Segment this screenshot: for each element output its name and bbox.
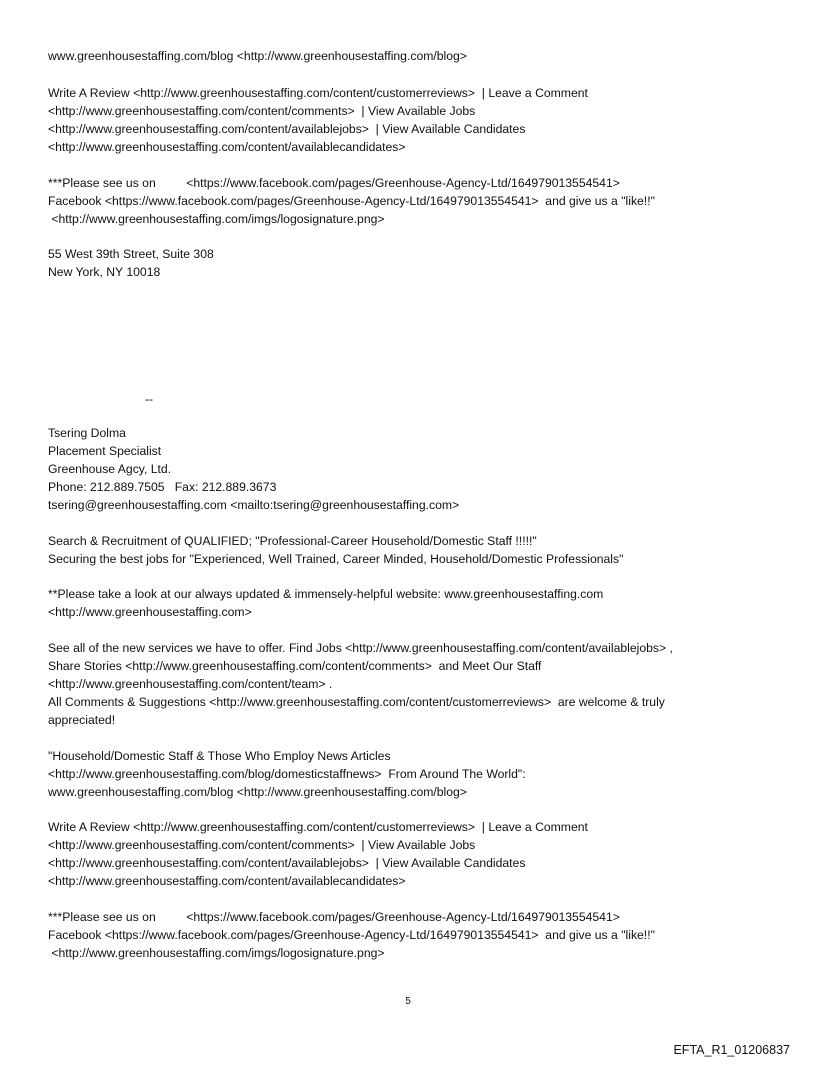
review-link-line[interactable]: <http://www.greenhousestaffing.com/content/comments> | View Available Jobs — [48, 838, 476, 852]
tagline-block — [48, 532, 798, 568]
facebook-block-bottom — [48, 908, 798, 962]
review-link-line[interactable]: Write A Review <http://www.greenhousestaffing.com/content/customerreviews> | Leave a Comment — [48, 820, 588, 834]
news-block — [48, 747, 798, 801]
address-city: New York, NY 10018 — [48, 265, 161, 279]
review-links-block-top — [48, 84, 798, 156]
signature-company: Greenhouse Agcy, Ltd. — [48, 462, 172, 476]
review-links-block-bottom — [48, 818, 798, 890]
signature-title: Placement Specialist — [48, 444, 162, 458]
blog-link-line — [48, 47, 798, 65]
review-link-line[interactable]: <http://www.greenhousestaffing.com/content/availablecandidates> — [48, 874, 406, 888]
services-line[interactable]: All Comments & Suggestions <http://www.greenhousestaffing.com/content/customerreviews> are welcome & truly — [48, 695, 665, 709]
review-link-line[interactable]: <http://www.greenhousestaffing.com/content/availablecandidates> — [48, 140, 406, 154]
tagline-line: Search & Recruitment of QUALIFIED; "Professional-Career Household/Domestic Staff !!!!!" — [48, 534, 537, 548]
review-link-line[interactable]: Write A Review <http://www.greenhousestaffing.com/content/customerreviews> | Leave a Comment — [48, 86, 588, 100]
news-blog-link[interactable]: www.greenhousestaffing.com/blog <http://www.greenhousestaffing.com/blog> — [48, 785, 467, 799]
tagline-line: Securing the best jobs for "Experienced, Well Trained, Career Minded, Household/Domestic Professionals" — [48, 552, 624, 566]
website-line[interactable]: **Please take a look at our always updated & immensely-helpful website: www.greenhousestaffing.com — [48, 587, 604, 601]
services-line: appreciated! — [48, 713, 116, 727]
facebook-line[interactable]: ***Please see us on <https://www.facebook.com/pages/Greenhouse-Agency-Ltd/164979013554541> — [48, 176, 620, 190]
services-line[interactable]: Share Stories <http://www.greenhousestaffing.com/content/comments> and Meet Our Staff — [48, 659, 542, 673]
services-line[interactable]: <http://www.greenhousestaffing.com/content/team> . — [48, 677, 333, 691]
signature-block — [48, 424, 798, 514]
facebook-line[interactable]: Facebook <https://www.facebook.com/pages/Greenhouse-Agency-Ltd/164979013554541> and give us a "like!!" — [48, 194, 655, 208]
address-street: 55 West 39th Street, Suite 308 — [48, 247, 214, 261]
signature-name: Tsering Dolma — [48, 426, 126, 440]
services-block — [48, 639, 798, 729]
review-link-line[interactable]: <http://www.greenhousestaffing.com/content/availablejobs> | View Available Candidates — [48, 122, 526, 136]
logo-signature-link[interactable]: <http://www.greenhousestaffing.com/imgs/logosignature.png> — [48, 212, 385, 226]
signature-separator: -- — [145, 392, 154, 406]
address-block — [48, 245, 798, 281]
facebook-line[interactable]: ***Please see us on <https://www.facebook.com/pages/Greenhouse-Agency-Ltd/164979013554541> — [48, 910, 620, 924]
news-line[interactable]: <http://www.greenhousestaffing.com/blog/domesticstaffnews> From Around The World": — [48, 767, 526, 781]
review-link-line[interactable]: <http://www.greenhousestaffing.com/content/comments> | View Available Jobs — [48, 104, 476, 118]
blog-link[interactable]: www.greenhousestaffing.com/blog <http://www.greenhousestaffing.com/blog> — [48, 49, 467, 63]
news-line: "Household/Domestic Staff & Those Who Employ News Articles — [48, 749, 391, 763]
facebook-block-top — [48, 174, 798, 228]
logo-signature-link[interactable]: <http://www.greenhousestaffing.com/imgs/logosignature.png> — [48, 946, 385, 960]
services-line[interactable]: See all of the new services we have to offer. Find Jobs <http://www.greenhousestaffing.com/content/availablejobs> , — [48, 641, 673, 655]
page-number: 5 — [405, 996, 411, 1007]
facebook-line[interactable]: Facebook <https://www.facebook.com/pages/Greenhouse-Agency-Ltd/164979013554541> and give us a "like!!" — [48, 928, 655, 942]
signature-phone-fax: Phone: 212.889.7505 Fax: 212.889.3673 — [48, 480, 277, 494]
website-block — [48, 585, 798, 621]
website-link[interactable]: <http://www.greenhousestaffing.com> — [48, 605, 252, 619]
signature-email-link[interactable]: tsering@greenhousestaffing.com <mailto:tsering@greenhousestaffing.com> — [48, 498, 460, 512]
bates-number: EFTA_R1_01206837 — [673, 1043, 790, 1057]
review-link-line[interactable]: <http://www.greenhousestaffing.com/content/availablejobs> | View Available Candidates — [48, 856, 526, 870]
